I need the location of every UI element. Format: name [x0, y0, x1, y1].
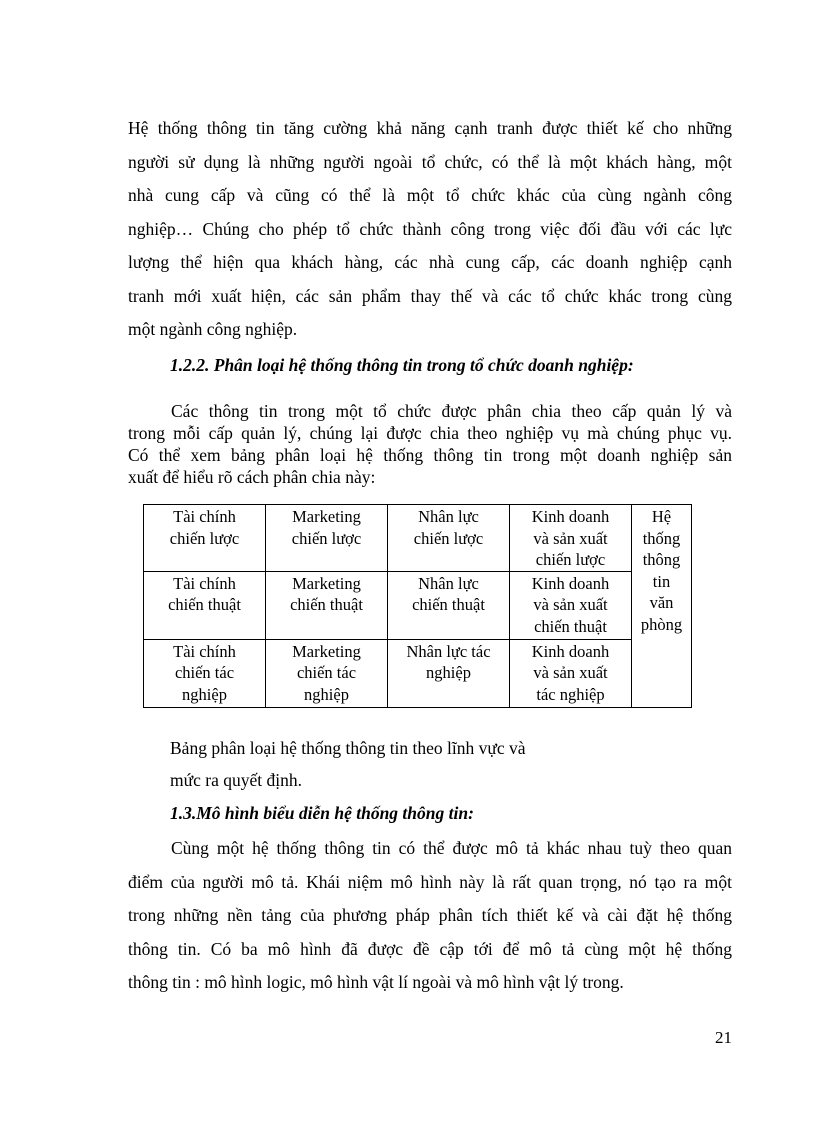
cell-text: Hệ thống thông tin văn phòng	[640, 507, 683, 634]
text-line: Cùng một hệ thống thông tin có thể được mô tả khác nhau tuỳ theo quan	[171, 838, 732, 858]
cell-text: Tài chính chiến thuật	[168, 573, 241, 614]
table-caption-line-1: Bảng phân loại hệ thống thông tin theo lĩnh vực và	[170, 738, 526, 758]
cell-text: Marketing chiến lược	[291, 507, 362, 548]
table-cell	[144, 639, 266, 707]
text-line: xuất để hiểu rõ cách phân chia này:	[128, 467, 376, 487]
cell-text: Kinh doanh và sản xuất tác nghiệp	[531, 641, 610, 704]
text-line: Hệ thống thông tin tăng cường khả năng cạnh tranh được thiết kế cho những	[128, 118, 732, 138]
paragraph-classification-intro	[128, 400, 732, 488]
section-heading-1-2-2: 1.2.2. Phân loại hệ thống thông tin trong tổ chức doanh nghiệp:	[170, 355, 634, 375]
text-line: tranh mới xuất hiện, các sản phẩm thay thế và các tổ chức khác trong cùng	[128, 285, 732, 306]
table-cell	[510, 505, 632, 572]
cell-text: Nhân lực tác nghiệp	[406, 641, 491, 682]
table-row	[144, 505, 692, 572]
cell-text: Tài chính chiến lược	[169, 507, 240, 548]
table-cell	[266, 571, 388, 639]
cell-text: Marketing chiến tác nghiệp	[292, 641, 361, 704]
table-row	[144, 571, 692, 639]
text-line: trong mỗi cấp quản lý, chúng lại được chia theo nghiệp vụ mà chúng phục vụ.	[128, 423, 732, 443]
table-cell	[144, 505, 266, 572]
table-cell	[144, 571, 266, 639]
table-row	[144, 639, 692, 707]
table-cell	[510, 571, 632, 639]
text-line: thông tin. Có ba mô hình đã được đề cập tới để mô tả cùng một hệ thống	[128, 938, 732, 959]
text-line: Có thể xem bảng phân loại hệ thống thông tin trong một doanh nghiệp sản	[128, 445, 732, 465]
cell-text: Kinh doanh và sản xuất chiến lược	[531, 507, 610, 569]
section-heading-1-3: 1.3.Mô hình biểu diễn hệ thống thông tin:	[170, 803, 474, 823]
table-cell	[266, 639, 388, 707]
text-line: điểm của người mô tả. Khái niệm mô hình này là rất quan trọng, nó tạo ra một	[128, 871, 732, 892]
cell-text: Nhân lực chiến lược	[413, 507, 484, 548]
cell-text: Tài chính chiến tác nghiệp	[173, 641, 236, 704]
text-line: nghiệp… Chúng cho phép tổ chức thành công trong việc đối đầu với các lực	[128, 218, 732, 239]
table-cell	[388, 639, 510, 707]
cell-text: Nhân lực chiến thuật	[412, 573, 485, 614]
table-cell	[266, 505, 388, 572]
table-cell	[388, 571, 510, 639]
text-line: nhà cung cấp và cũng có thể là một tổ chức khác của cùng ngành công	[128, 185, 732, 205]
table-caption-line-2: mức ra quyết định.	[170, 770, 302, 790]
table-cell	[388, 505, 510, 572]
classification-table	[143, 504, 692, 708]
text-line: Các thông tin trong một tổ chức được phân chia theo cấp quản lý và	[171, 401, 732, 421]
text-line: trong những nền tảng của phương pháp phân tích thiết kế và cài đặt hệ thống	[128, 905, 732, 925]
text-line: thông tin : mô hình logic, mô hình vật lí ngoài và mô hình vật lý trong.	[128, 972, 624, 992]
office-info-system-cell	[632, 505, 692, 708]
page-number: 21	[715, 1028, 732, 1047]
text-line: lượng thể hiện qua khách hàng, các nhà cung cấp, các doanh nghiệp cạnh	[128, 252, 732, 272]
cell-text: Marketing chiến thuật	[290, 573, 363, 614]
paragraph-system-models	[128, 832, 732, 1000]
paragraph-competitive-info-systems	[128, 112, 732, 347]
table-cell	[510, 639, 632, 707]
text-line: người sử dụng là những người ngoài tổ chức, có thể là một khách hàng, một	[128, 151, 732, 172]
cell-text: Kinh doanh và sản xuất chiến thuật	[531, 573, 610, 636]
text-line: một ngành công nghiệp.	[128, 319, 298, 339]
